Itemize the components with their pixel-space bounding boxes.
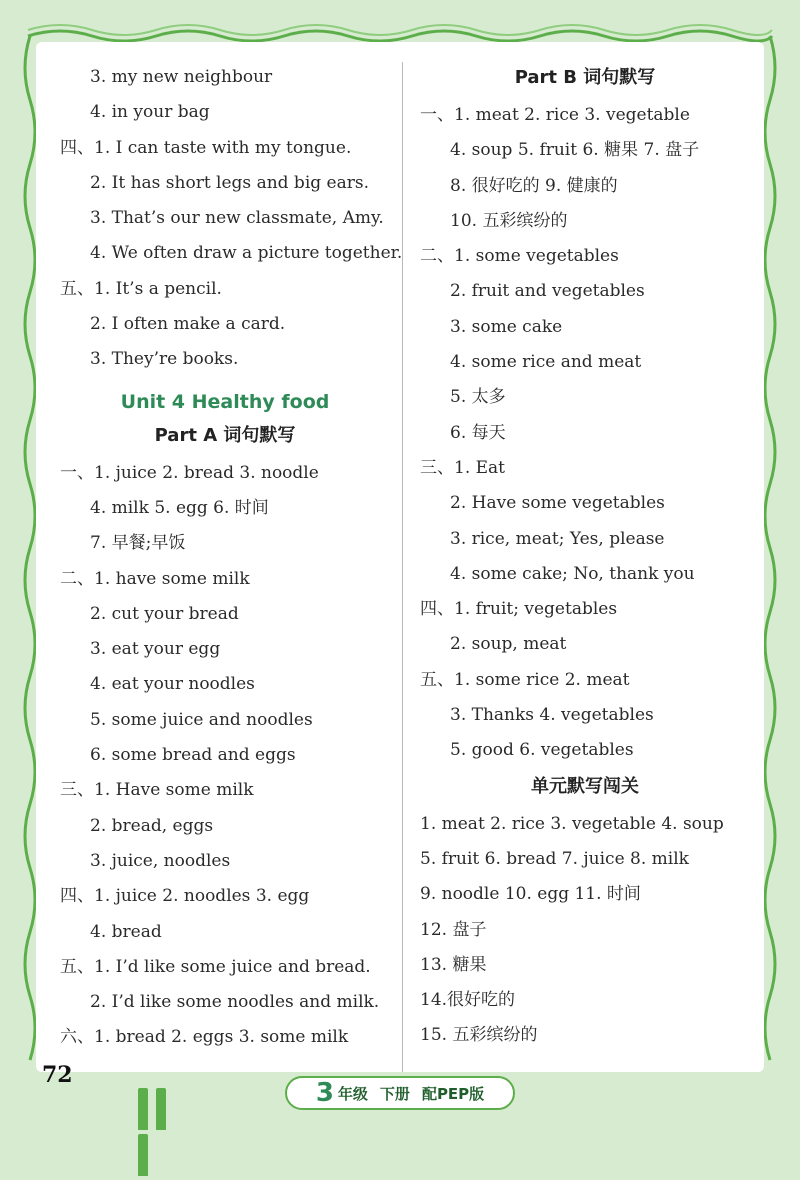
answer-line: 9. noodle 10. egg 11. 时间	[420, 884, 641, 905]
answer-line: 4. in your bag	[90, 102, 210, 123]
answer-line: 4. We often draw a picture together.	[90, 243, 403, 264]
answer-line: 2. bread, eggs	[90, 815, 214, 836]
page-number: 72	[42, 1062, 73, 1088]
answer-line: 3. rice, meat; Yes, please	[450, 528, 665, 549]
review-heading: 单元默写闯关	[531, 775, 639, 797]
answer-line: 2. It has short legs and big ears.	[90, 172, 369, 193]
answer-line: 三、1. Eat	[420, 457, 505, 478]
answer-line: 12. 盘子	[420, 919, 487, 940]
part-b-answers	[420, 98, 750, 769]
answer-line: 4. bread	[90, 921, 162, 942]
answer-line: 一、1. juice 2. bread 3. noodle	[60, 462, 319, 483]
part-a-answers	[60, 456, 390, 1056]
answer-line: 四、1. I can taste with my tongue.	[60, 137, 352, 158]
answer-line: 5. some juice and noodles	[90, 709, 313, 730]
unit-heading: Unit 4 Healthy food	[120, 390, 330, 413]
answer-line: 4. eat your noodles	[90, 674, 255, 695]
edition-label: 配PEP版	[421, 1084, 485, 1103]
right-column	[420, 60, 750, 1054]
answer-line: 二、1. some vegetables	[420, 246, 619, 267]
answer-line: 4. some rice and meat	[450, 352, 642, 373]
answer-line: 6. some bread and eggs	[90, 745, 296, 766]
answer-line: 六、1. bread 2. eggs 3. some milk	[60, 1027, 349, 1048]
answer-line: 4. some cake; No, thank you	[450, 563, 695, 584]
part-b-heading: Part B 词句默写	[514, 67, 656, 88]
answer-line: 13. 糖果	[420, 954, 487, 975]
grade-label: 年级	[337, 1084, 368, 1103]
answer-line: 五、1. some rice 2. meat	[420, 669, 630, 690]
answer-line: 三、1. Have some milk	[60, 780, 254, 801]
answer-line: 二、1. have some milk	[60, 568, 250, 589]
answer-line: 15. 五彩缤纷的	[420, 1025, 538, 1046]
answer-line: 3. some cake	[450, 316, 563, 337]
answer-line: 5. 太多	[450, 387, 506, 408]
answer-line: 2. I often make a card.	[90, 314, 286, 335]
answer-line: 3. That’s our new classmate, Amy.	[90, 208, 384, 229]
answer-line: 1. meat 2. rice 3. vegetable 4. soup	[420, 813, 724, 834]
answer-line: 3. my new neighbour	[90, 67, 273, 87]
answer-line: 3. They’re books.	[90, 349, 239, 370]
answer-line: 3. eat your egg	[90, 639, 221, 660]
answer-line: 2. fruit and vegetables	[450, 281, 645, 302]
answer-line: 五、1. I’d like some juice and bread.	[60, 956, 371, 977]
answer-line: 2. Have some vegetables	[450, 493, 665, 514]
grade-number: 3	[315, 1078, 334, 1108]
decorative-bars	[138, 1088, 178, 1130]
answer-line: 4. soup 5. fruit 6. 糖果 7. 盘子	[450, 140, 700, 161]
column-divider	[402, 62, 403, 1072]
left-answers-top	[60, 60, 403, 378]
left-column	[60, 60, 403, 1056]
answer-line: 14.很好吃的	[420, 990, 516, 1011]
answer-line: 4. milk 5. egg 6. 时间	[90, 497, 269, 518]
grade-badge	[285, 1076, 515, 1110]
answer-line: 7. 早餐;早饭	[90, 533, 186, 554]
answer-line: 8. 很好吃的 9. 健康的	[450, 175, 618, 196]
answer-line: 四、1. juice 2. noodles 3. egg	[60, 886, 310, 907]
review-answers	[420, 807, 750, 1054]
answer-line: 3. juice, noodles	[90, 850, 231, 871]
answer-line: 一、1. meat 2. rice 3. vegetable	[420, 105, 690, 125]
answer-line: 2. I’d like some noodles and milk.	[90, 992, 380, 1013]
answer-line: 6. 每天	[450, 422, 506, 443]
part-a-heading: Part A 词句默写	[154, 424, 296, 446]
answer-line: 2. soup, meat	[450, 634, 567, 655]
answer-line: 四、1. fruit; vegetables	[420, 599, 618, 620]
answer-line: 5. good 6. vegetables	[450, 740, 634, 761]
answer-line: 3. Thanks 4. vegetables	[450, 705, 654, 726]
answer-line: 五、1. It’s a pencil.	[60, 278, 222, 299]
term-label: 下册	[379, 1084, 410, 1103]
answer-line: 2. cut your bread	[90, 603, 239, 624]
answer-line: 10. 五彩缤纷的	[450, 210, 568, 231]
answer-line: 5. fruit 6. bread 7. juice 8. milk	[420, 848, 689, 869]
